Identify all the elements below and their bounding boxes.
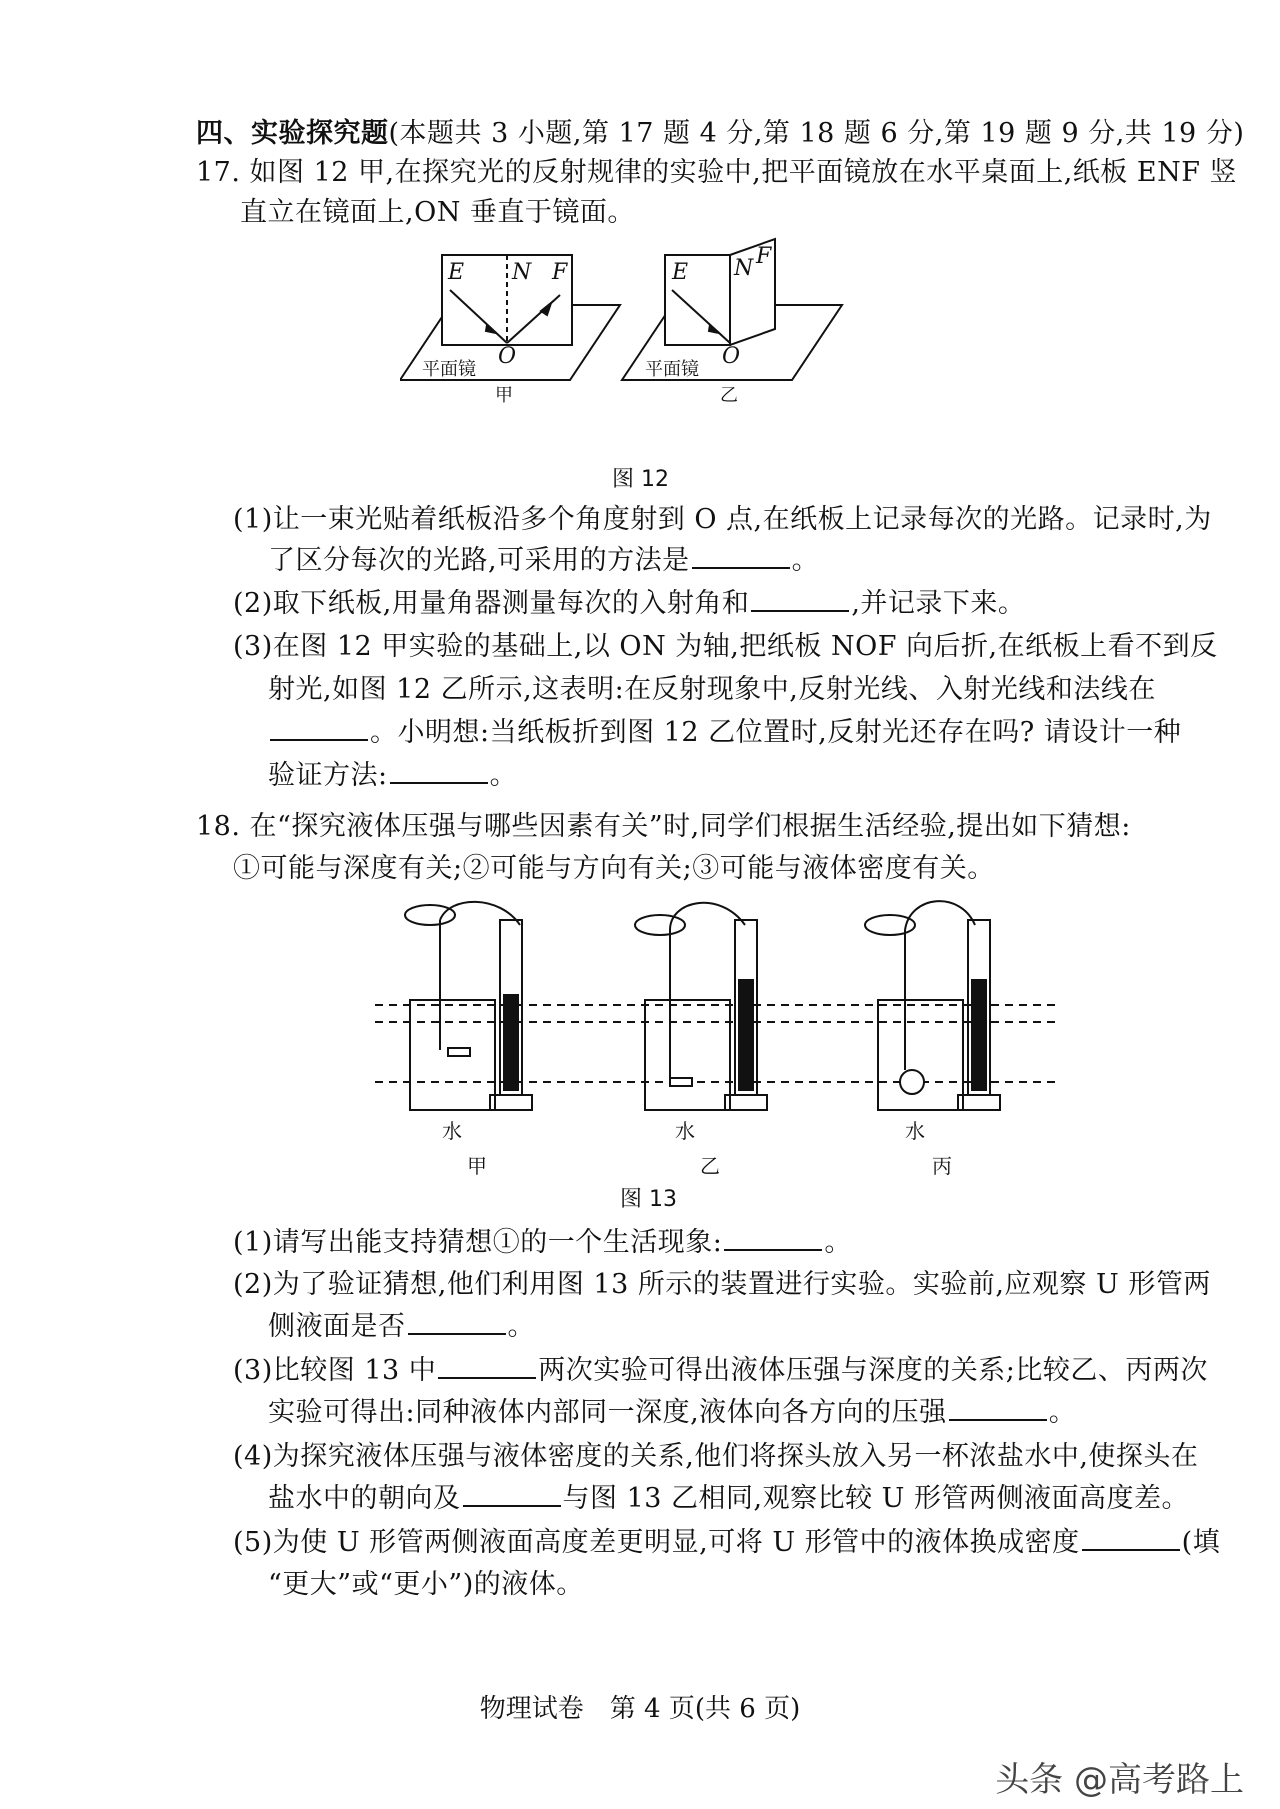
q17-stem-line1: 17. 如图 12 甲,在探究光的反射规律的实验中,把平面镜放在水平桌面上,纸板 ENF 竖 [196,157,1238,188]
answer-blank[interactable] [390,760,488,784]
fig12-label-jia: 甲 [495,385,513,406]
q18-part2-line2: 侧液面是否 。 [268,1311,535,1342]
label-E-right: E [672,260,689,285]
beaker-yi [645,1000,730,1110]
q18-part3-line1: (3)比较图 13 中 两次实验可得出液体压强与深度的关系;比较乙、丙两次 [233,1355,1208,1386]
section-title: 四、实验探究题 [196,118,389,149]
answer-blank[interactable] [438,1355,536,1379]
page-footer: 物理试卷 第 4 页(共 6 页) [479,1694,801,1724]
q18-part5-line2: “更大”或“更小”)的液体。 [268,1569,584,1600]
q17-part3-line1: (3)在图 12 甲实验的基础上,以 ON 为轴,把纸板 NOF 向后折,在纸板上看不到反 [233,631,1218,662]
fig13-label-jia: 甲 [467,1154,487,1178]
label-O-right: O [722,344,741,369]
mirror-label-right: 平面镜 [645,359,699,380]
section-heading [196,117,1244,151]
q17-part2: (2)取下纸板,用量角器测量每次的入射角和 ,并记录下来。 [233,588,1026,619]
label-F-left: F [552,260,568,285]
label-F-right: F [756,244,772,269]
apparatus-yi [635,903,767,1110]
answer-blank[interactable] [1082,1527,1180,1551]
label-E-left: E [448,260,465,285]
figure-12 [400,235,860,435]
answer-blank[interactable] [463,1483,561,1507]
label-O-left: O [498,344,517,369]
water-label-bing: 水 [905,1119,925,1143]
beaker-bing [878,1000,963,1110]
q18-part4-line1: (4)为探究液体压强与液体密度的关系,他们将探头放入另一杯浓盐水中,使探头在 [233,1441,1199,1472]
q17-part3-line2: 射光,如图 12 乙所示,这表明:在反射现象中,反射光线、入射光线和法线在 [268,674,1156,705]
water-label-yi: 水 [675,1119,695,1143]
figure-13 [370,900,1060,1190]
watermark: 头条 @高考路上 [995,1760,1244,1800]
label-N-left: N [512,260,532,285]
q18-part4-line2: 盐水中的朝向及 与图 13 乙相同,观察比较 U 形管两侧液面高度差。 [268,1483,1190,1514]
q17-part1-line2: 了区分每次的光路,可采用的方法是 。 [268,545,820,576]
answer-blank[interactable] [724,1227,822,1251]
q18-part2-line1: (2)为了验证猜想,他们利用图 13 所示的装置进行实验。实验前,应观察 U 形管两 [233,1269,1211,1300]
answer-blank[interactable] [692,545,790,569]
answer-blank[interactable] [751,588,849,612]
water-label-jia: 水 [442,1119,462,1143]
q18-stem-line2: ①可能与深度有关;②可能与方向有关;③可能与液体密度有关。 [233,853,995,884]
q17-part3-line3: 。小明想:当纸板折到图 12 乙位置时,反射光还存在吗? 请设计一种 [268,716,1181,750]
fig13-label-yi: 乙 [700,1154,720,1178]
mirror-label-left: 平面镜 [422,359,476,380]
q17-part1-line1: (1)让一束光贴着纸板沿多个角度射到 O 点,在纸板上记录每次的光路。记录时,为 [233,504,1212,535]
q18-part3-line2: 实验可得出:同种液体内部同一深度,液体向各方向的压强 。 [268,1397,1077,1428]
section-note: (本题共 3 小题,第 17 题 4 分,第 18 题 6 分,第 19 题 9 分,共 19 分) [388,118,1245,149]
fig13-label-bing: 丙 [932,1154,952,1178]
q17-part3-line4: 验证方法: 。 [268,760,518,791]
answer-blank[interactable] [270,717,368,741]
label-N-right: N [734,256,754,281]
q17-stem-line2: 直立在镜面上,ON 垂直于镜面。 [240,197,635,228]
q18-stem-line1: 18. 在“探究液体压强与哪些因素有关”时,同学们根据生活经验,提出如下猜想: [196,811,1131,842]
answer-blank[interactable] [949,1397,1047,1421]
figure-12-caption: 图 12 [612,467,669,492]
fig12-label-yi: 乙 [720,385,738,406]
figure-13-caption: 图 13 [620,1187,677,1212]
answer-blank[interactable] [408,1311,506,1335]
q18-part1: (1)请写出能支持猜想①的一个生活现象: 。 [233,1227,852,1258]
q18-part5-line1: (5)为使 U 形管两侧液面高度差更明显,可将 U 形管中的液体换成密度 (填 [233,1527,1221,1558]
